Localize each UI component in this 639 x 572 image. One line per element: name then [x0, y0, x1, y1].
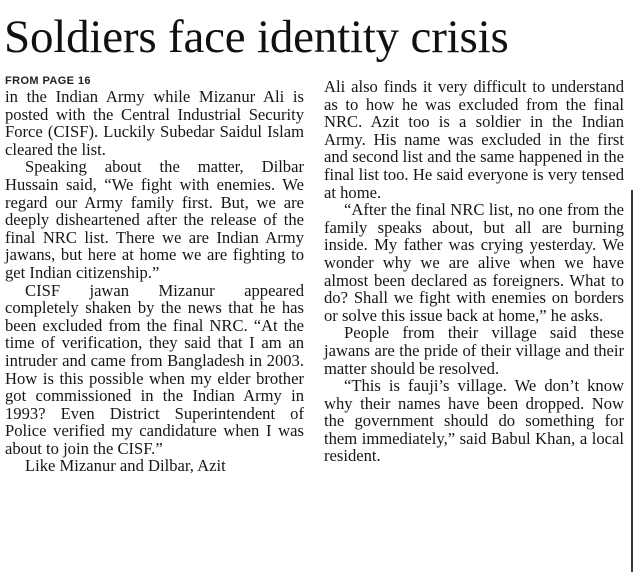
- page-edge-rule: [631, 190, 633, 572]
- article-column-left: [5, 74, 304, 475]
- paragraph: Ali also finds it very difficult to understand as to how he was excluded from the final NRC. Azit too is a soldier in the Indian Army. His name was excluded in the first and second list and the same happened in the final list too. He said everyone is very tensed at home.: [324, 77, 624, 202]
- paragraph: Like Mizanur and Dilbar, Azit: [25, 456, 226, 476]
- paragraph: People from their village said these jawans are the pride of their village and their matter should be resolved.: [324, 323, 624, 378]
- article-column-right: [324, 78, 624, 465]
- paragraph: in the Indian Army while Mizanur Ali is posted with the Central Industrial Security Force (CISF). Luckily Subedar Saidul Islam cleared the list.: [5, 87, 304, 159]
- paragraph: CISF jawan Mizanur appeared completely shaken by the news that he has been excluded from the final NRC. “At the time of verification, they said that I am an intruder and came from Bangladesh in 2003. How is this possible when my elder brother got commissioned in the Indian Army in 1993? Even District Superintendent of Police verified my candidature when I was about to join the CISF.”: [5, 280, 304, 458]
- jump-line: FROM PAGE 16: [5, 75, 91, 87]
- paragraph: “After the final NRC list, no one from the family speaks about, but all are burning inside. My father was crying yesterday. We wonder why we are alive when we have almost been declared as foreigners. What to do? Shall we fight with enemies on borders or solve this issue back at home,” he asks.: [324, 200, 624, 325]
- headline: Soldiers face identity crisis: [4, 11, 509, 63]
- paragraph: Speaking about the matter, Dilbar Hussain said, “We fight with enemies. We regard our Army family first. But, we are deeply disheartened after the release of the final NRC list. There we are Indian Army jawans, but here at home we are fighting to get Indian citizenship.”: [5, 157, 304, 282]
- paragraph: “This is fauji’s village. We don’t know why their names have been dropped. Now the government should do something for them immediately,” said Babul Khan, a local resident.: [324, 376, 624, 466]
